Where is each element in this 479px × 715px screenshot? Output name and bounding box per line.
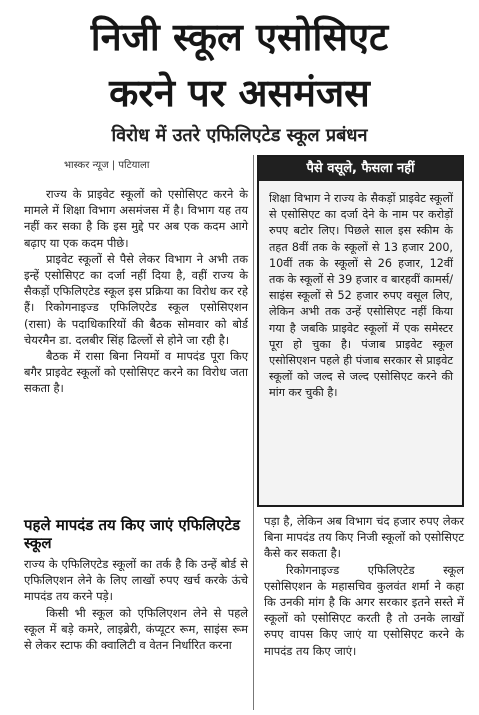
section-paragraph-1: राज्य के एफिलिएटेड स्कूलों का तर्क है कि उन्हें बोर्ड से एफिलिएशन लेने के लिए लाखों रुपए खर्च करके ऊंचे मापदंड तय करने पड़े। [24,557,248,604]
right-paragraph-2: रिकोगनाइज्ड एफिलिएटेड स्कूल एसोसिएशन के महासचिव कुलवंत शर्मा ने कहा कि उनकी मांग है कि अगर सरकार इतने सस्ते में स्कूलों को एसोसिएट करती है तो उनके लाखों रुपए वापस किए जाएं या एसोसिएट करने के मापदंड तय किए जाएं। [264,562,464,658]
left-paragraph-1: राज्य के प्राइवेट स्कूलों को एसोसिएट करने के मामले में शिक्षा विभाग असमंजस में है। विभाग यह तय नहीं कर सका है कि इस मुद्दे पर अब एक कदम आगे बढ़ाए या एक कदम पीछे। [24,187,248,250]
right-column [264,513,464,659]
sidebar-box [257,155,464,507]
column-divider [253,155,254,710]
right-paragraph-1: पड़ा है, लेकिन अब विभाग चंद हजार रुपए लेकर बिना मापदंड तय किए निजी स्कूलों को एसोसिएट कैसे कर सकता है। [264,514,464,561]
section-body [24,556,248,653]
left-paragraph-3: बैठक में रासा बिना नियमों व मापदंड पूरा किए बगैर प्राइवेट स्कूलों को एसोसिएट करने का विरोध जता सकता है। [24,349,248,396]
dateline: भास्कर न्यूज | पटियाला [64,160,150,171]
sidebar-body [269,191,453,402]
headline-line-2: करने पर असमंजस [109,71,370,115]
sidebar-title: पैसे वसूले, फैसला नहीं [259,157,462,181]
section-paragraph-2: किसी भी स्कूल को एफिलिएशन लेने से पहले स्कूल में बड़े कमरे, लाइब्रेरी, कंप्यूटर रूम, साइंस रूम से लेकर स्टाफ की क्वालिटी व वेतन निर्धारित करना [24,605,248,653]
left-column [24,186,248,397]
section-heading: पहले मापदंड तय किए जाएं एफिलिएटेड स्कूल [24,516,241,552]
headline-line-1: निजी स्कूल एसोसिएट [90,15,389,59]
sidebar-paragraph-1: शिक्षा विभाग ने राज्य के सैकड़ों प्राइवेट स्कूलों से एसोसिएट का दर्जा देने के नाम पर करोड़ों रुपए बटोर लिए। पिछले साल इस स्कीम के तहत 8वीं तक के स्कूलों से 13 हजार 200, 10वीं तक के स्कूलों से 26 हजार, 12वीं तक के स्कूलों से 39 हजार व बारहवीं कामर्स/ साइंस स्कूलों से 52 हजार रुपए वसूल लिए, लेकिन अभी तक उन्हें एसोसिएट नहीं किया गया है जबकि प्राइवेट स्कूलों में एक समेस्टर पूरा हो चुका है। पंजाब प्राइवेट स्कूल एसोसिएशन पहले ही पंजाब सरकार से प्राइवेट स्कूलों को जल्द से जल्द एसोसिएट करने की मांग कर चुकी है। [269,192,453,400]
left-paragraph-2: प्राइवेट स्कूलों से पैसे लेकर विभाग ने अभी तक इन्हें एसोसिएट का दर्जा नहीं दिया है, वहीं राज्य के सैकड़ों एफिलिएटेड स्कूल इस प्रक्रिया का विरोध कर रहे हैं। रिकोगनाइज्ड एफिलिएटेड स्कूल एसोसिएशन (रासा) के पदाधिकारियों की बैठक सोमवार को बोर्ड चेयरमैन डा. दलबीर सिंह ढिल्लों से होने जा रही है। [24,251,248,347]
subheadline: विरोध में उतरे एफिलिएटेड स्कूल प्रबंधन [111,125,368,146]
